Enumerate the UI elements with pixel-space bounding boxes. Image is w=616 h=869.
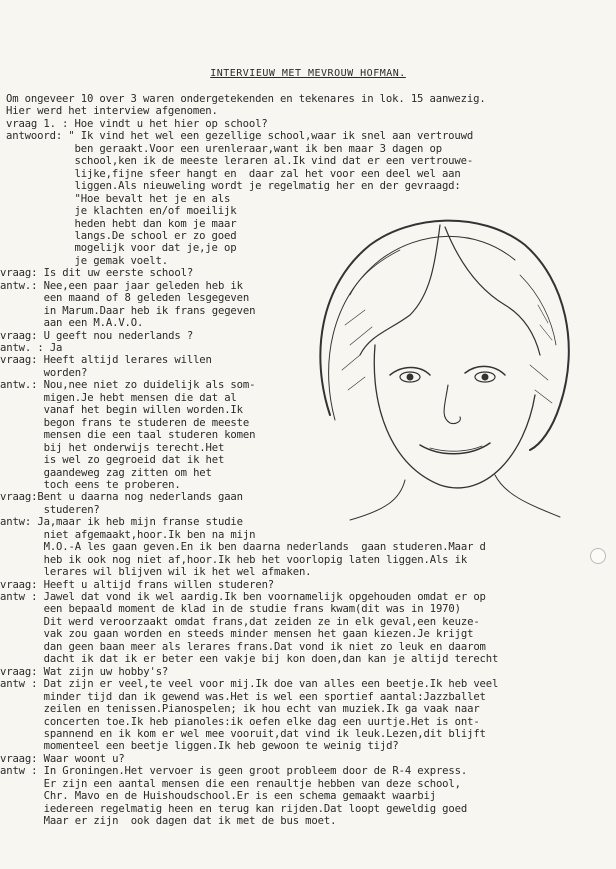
text-line: mogelijk voor dat je,je op [6,242,237,255]
text-line: antw : In Groningen.Het vervoer is geen groot probleem door de R-4 express. [0,765,468,778]
text-line: vraag: Wat zijn uw hobby's? [0,665,169,678]
text-line: vak zou gaan worden en steeds minder mensen het gaan kiezen.Je krijgt [0,628,474,641]
text-line: antw: Ja,maar ik heb mijn franse studie [0,516,243,529]
text-line: dan geen baan meer als lerares frans.Dat vond ik niet zo leuk en daarom [0,640,486,653]
text-line: begon frans te studeren de meeste [0,416,250,429]
text-line: Dit werd veroorzaakt omdat frans,dat zeiden ze in elk geval,een keuze- [0,615,480,628]
text-line: toch eens te proberen. [0,478,181,491]
text-line: school,ken ik de meeste leraren al.Ik vind dat er een vertrouwe- [6,155,474,168]
text-line: vraag: Heeft u altijd frans willen studeren? [0,578,275,591]
document-title: INTERVIEUW MET MEVROUW HOFMAN. [210,68,406,79]
text-line: langs.De school er zo goed [6,229,237,242]
text-line: Maar er zijn ook dagen dat ik met de bus moet. [0,815,337,828]
text-line: concerten toe.Ik heb pianoles:ik oefen elke dag een uurtje.Het is ont- [0,715,480,728]
text-line: M.O.-A les gaan geven.En ik ben daarna nederlands gaan studeren.Maar d [0,541,486,554]
text-line: je gemak voelt. [6,254,168,267]
text-line: minder tijd dan ik gewend was.Het is wel een sportief aantal:Jazzballet [0,690,486,703]
text-line: een bepaald moment de klad in de studie frans kwam(dit was in 1970) [0,603,461,616]
text-line: ben geraakt.Voor een urenleraar,want ik ben maar 3 dagen op [6,142,442,155]
text-line: vraag:Bent u daarna nog nederlands gaan [0,491,243,504]
text-line: liggen.Als nieuweling wordt je regelmatig her en der gevraagd: [6,180,461,193]
text-line: antw : Jawel dat vond ik wel aardig.Ik ben voornamelijk opgehouden omdat er op [0,591,486,603]
text-line: "Hoe bevalt het je en als [6,192,231,205]
text-line: een maand of 8 geleden lesgegeven [0,292,250,305]
text-line: momenteel een beetje liggen.Ik heb gewoon te weinig tijd? [0,740,399,753]
text-line: antwoord: " Ik vind het wel een gezellige school,waar ik snel aan vertrouwd [6,130,474,143]
text-line: studeren? [0,503,100,516]
text-line: lijke,fijne sfeer hangt en daar zal het voor een deel wel aan [6,167,461,180]
text-line: aan een M.A.V.O. [0,317,144,330]
text-line: gaandeweg zag zitten om het [0,466,212,479]
text-line: vraag: Is dit uw eerste school? [0,267,194,280]
text-line: je klachten en/of moeilijk [6,205,237,218]
text-line: zeilen en tenissen.Pianospelen; ik hou echt van muziek.Ik ga vaak naar [0,703,480,716]
text-line: is wel zo gegroeid dat ik het [0,454,225,467]
text-line: spannend en ik kom er wel mee vooruit,dat vind ik leuk.Lezen,dit blijft [0,727,486,740]
text-line: dacht ik dat ik er beter een vakje bij kon doen,dan kan je altijd terecht [0,653,499,666]
portrait-drawing [290,205,590,535]
text-line: vraag: Waar woont u? [0,752,125,765]
text-line: vraag: Heeft altijd lerares willen [0,354,212,367]
text-line: iedereen regelmatig heen en terug kan rijden.Dat loopt geweldig goed [0,802,468,815]
text-line: Hier werd het interview afgenomen. [6,105,218,118]
text-line: antw. : Ja [0,342,63,354]
text-line: antw : Dat zijn er veel,te veel voor mij.Ik doe van alles een beetje.Ik heb veel [0,678,499,691]
text-line: vanaf het begin willen worden.Ik [0,404,243,417]
text-line: Er zijn een aantal mensen die een renaultje hebben van deze school, [0,777,461,790]
text-line: heden hebt dan kom je maar [6,217,237,230]
text-line: heb ik ook nog niet af,hoor.Ik heb het voorlopig laten liggen.Als ik [0,553,468,566]
punch-hole [590,548,606,564]
text-line: Chr. Mavo en de Huishoudschool.Er is een schema gemaakt waarbij [0,790,436,803]
text-line: migen.Je hebt mensen die dat al [0,391,237,404]
text-line: lerares wil blijven wil ik het wel afmaken. [0,566,312,579]
text-line: antw.: Nee,een paar jaar geleden heb ik [0,279,243,292]
text-line: niet afgemaakt,hoor.Ik ben na mijn [0,528,256,541]
text-line: Om ongeveer 10 over 3 waren ondergetekenden en tekenares in lok. 15 aanwezig. [6,93,486,105]
text-line: vraag: U geeft nou nederlands ? [0,329,194,342]
text-line: antw.: Nou,nee niet zo duidelijk als som- [0,379,256,392]
text-line: vraag 1. : Hoe vindt u het hier op school? [6,117,268,130]
text-line: mensen die een taal studeren komen [0,429,256,442]
text-line: bij het onderwijs terecht.Het [0,441,225,454]
text-line: worden? [0,366,88,379]
text-line: in Marum.Daar heb ik frans gegeven [0,304,256,317]
